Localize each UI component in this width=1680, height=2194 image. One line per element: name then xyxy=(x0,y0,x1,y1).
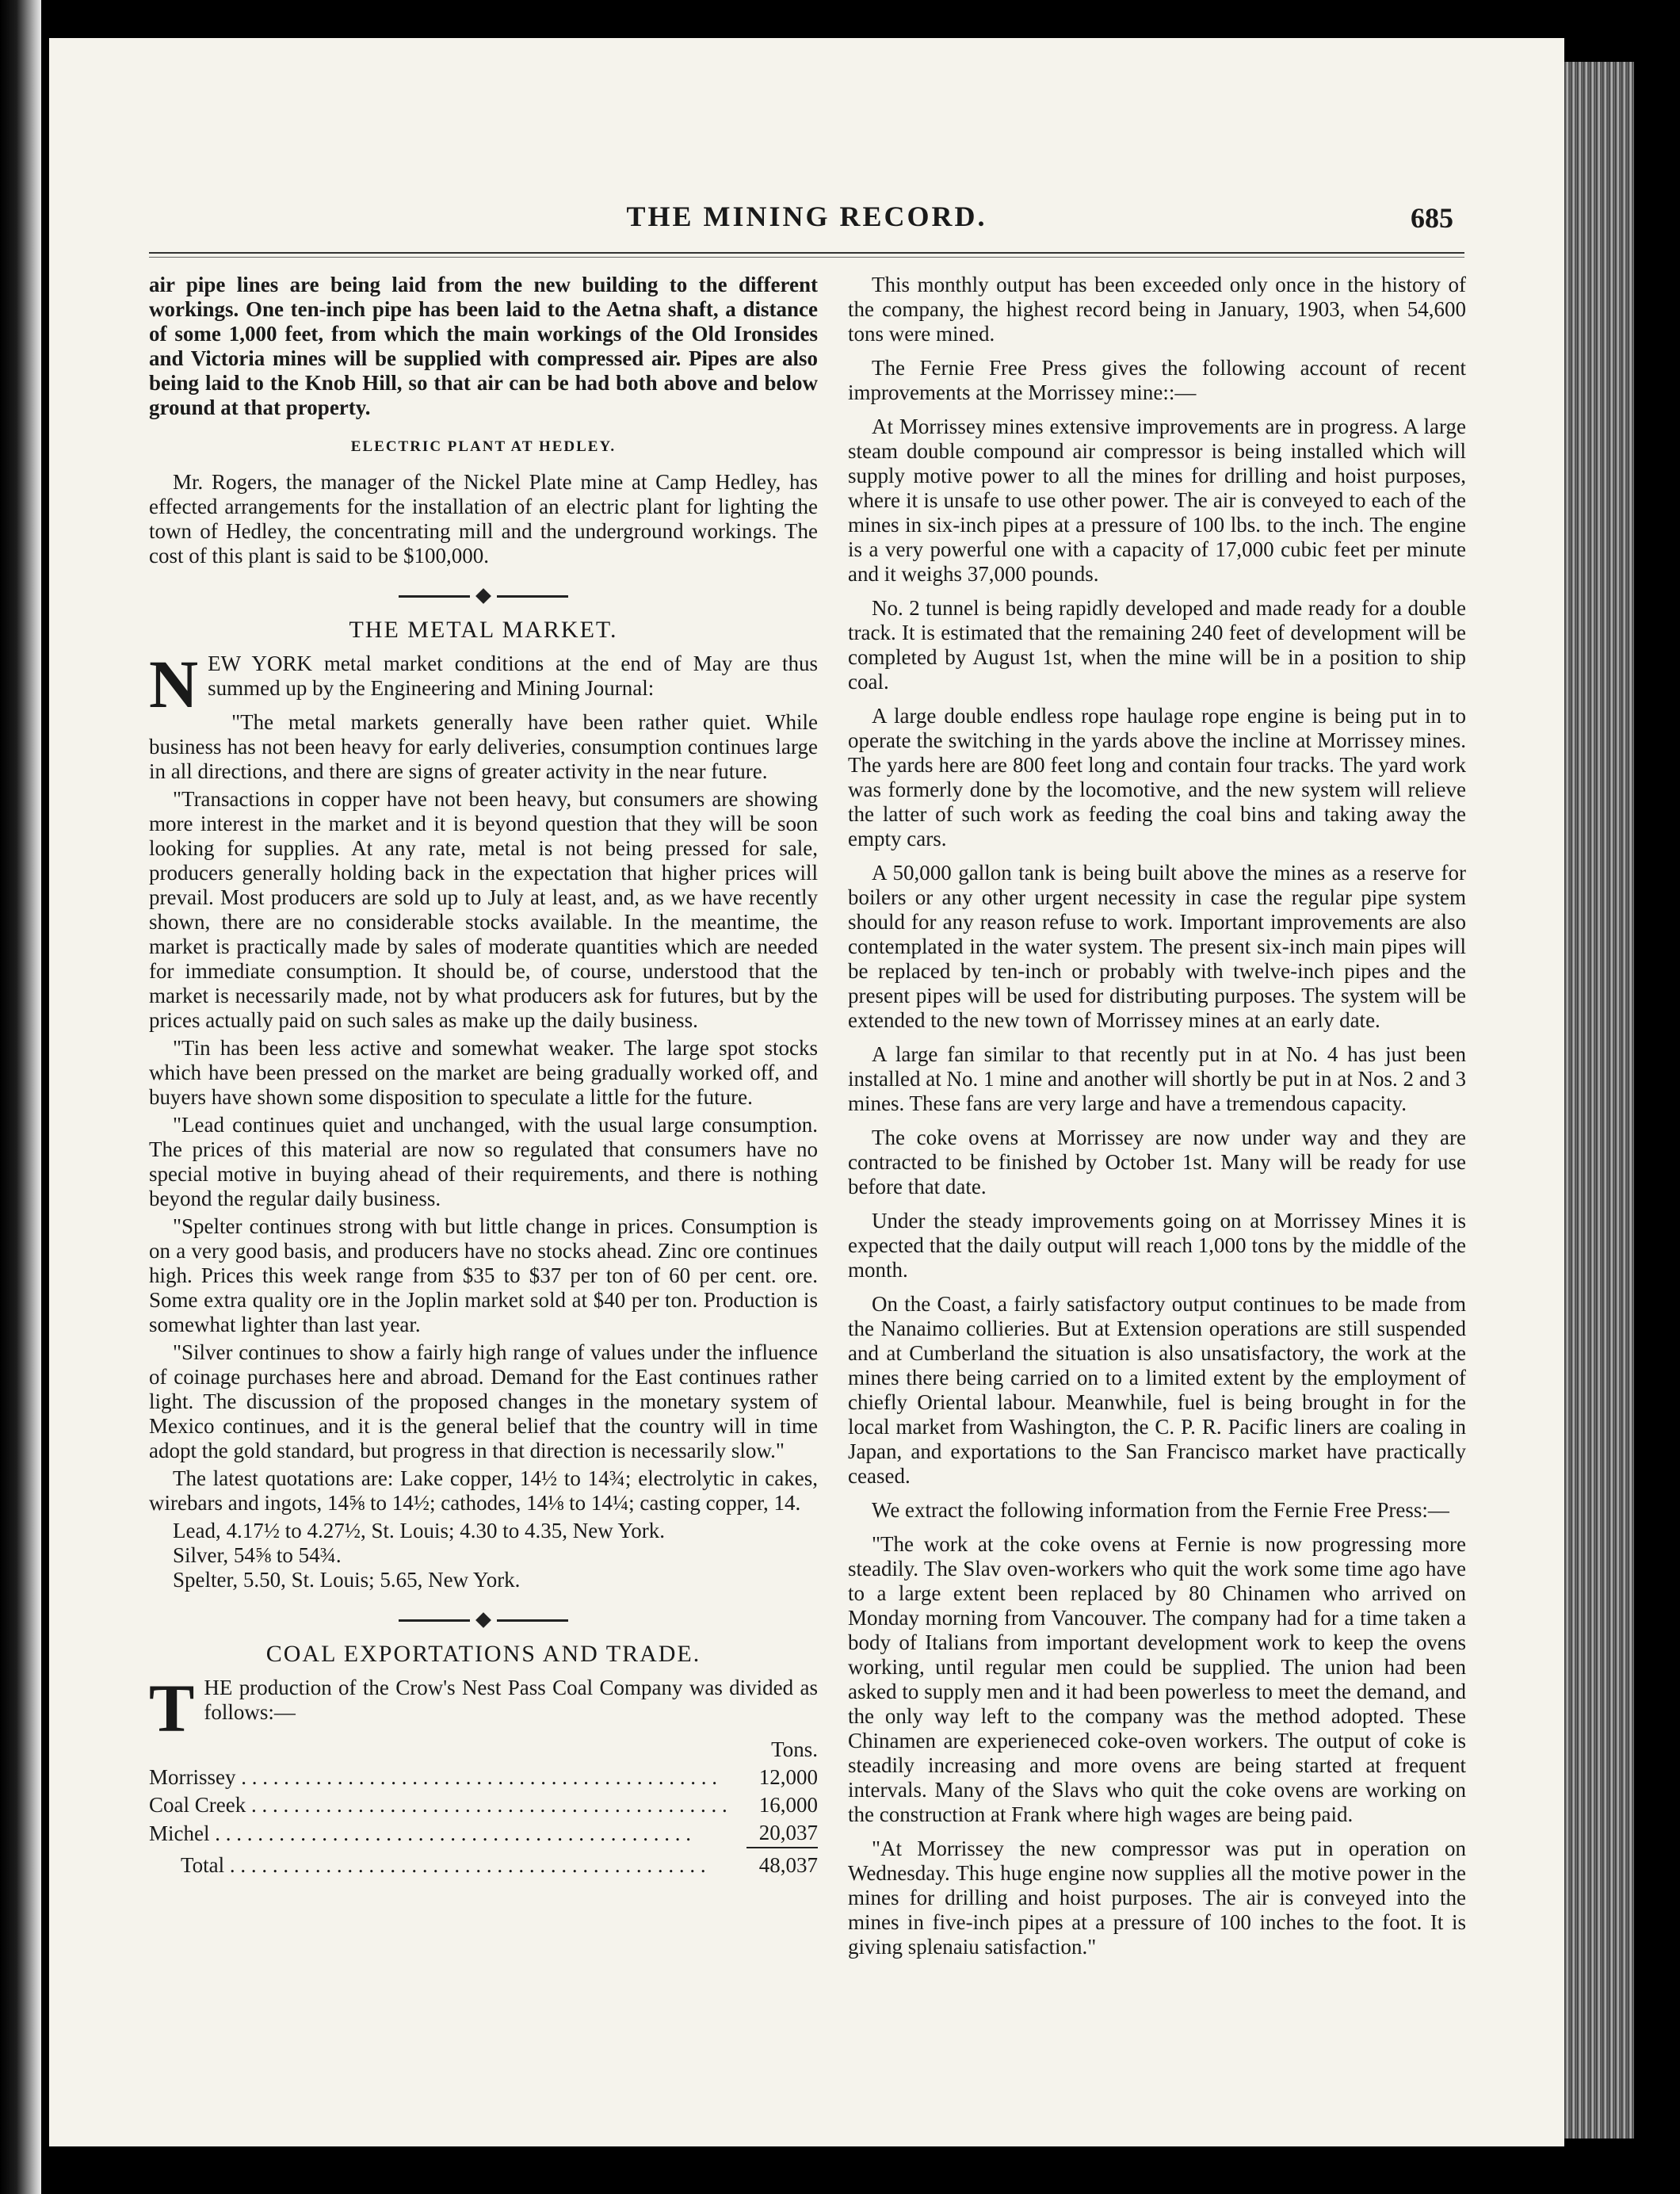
production-table xyxy=(149,1736,818,1879)
header-rule xyxy=(149,252,1464,254)
total-tons: 48,037 xyxy=(758,1853,818,1877)
metal-paragraph: "The metal markets generally have been rather quiet. While business has not been heavy for early deliveries, consumption continues large in all directions, and there are signs of greater activity in the near future. xyxy=(149,710,818,783)
dropcap-n: N xyxy=(149,646,199,722)
right-paragraph: No. 2 tunnel is being rapidly developed and made ready for a double track. It is estimated that the remaining 240 feet of development will be completed by August 1st, when the mine will be in a position to ship coal. xyxy=(848,596,1466,694)
mine-tons: 12,000 xyxy=(758,1765,818,1789)
metal-paragraph: "Lead continues quiet and unchanged, with the usual large consumption. The prices of this material are now so regulated that consumers have no special motive in buying ahead of their requirements, and there is nothing beyond the regular daily business. xyxy=(149,1113,818,1210)
table-header-row xyxy=(149,1736,818,1764)
right-paragraph: On the Coast, a fairly satisfactory output continues to be made from the Nanaimo collieries. But at Extension operations are still suspended and at Cumberland the situation is also unsatisfactory, the work at the mines there being carried on to a limited extent by the employment of chiefly Oriental labour. Meanwhile, fuel is being brought in for the local market from Washington, the C. P. R. Pacific liners are coaling in Japan, and exportations to the San Francisco market have practically ceased. xyxy=(848,1292,1466,1488)
metal-market-title: THE METAL MARKET. xyxy=(349,617,618,643)
right-paragraph: A large fan similar to that recently put in at No. 4 has just been installed at No. 1 mine and another will shortly be put in at Nos. 2 and 3 mines. These fans are very large and have a tremendous capacity. xyxy=(848,1042,1466,1115)
coal-exportations-title: COAL EXPORTATIONS AND TRADE. xyxy=(265,1641,701,1667)
page xyxy=(49,38,1564,2146)
table-total-row xyxy=(149,1852,818,1879)
table-row xyxy=(149,1819,818,1848)
right-paragraph: "At Morrissey the new compressor was put in operation on Wednesday. This huge engine now supplies all the motive power in the mines for drilling and hoist purposes. The air is conveyed into the mines in five-inch pipes at a pressure of 100 inches to the foot. It is giving splenaiu satisfaction." xyxy=(848,1837,1466,1959)
right-paragraph: A large double endless rope haulage rope engine is being put in to operate the switching in the yards above the incline at Morrissey mines. The yards here are 800 feet long and contain four tracks. The yard work was formerly done by the locomotive, and the new system will relieve the latter of such work as feeding the coal bins and taking away the empty cars. xyxy=(848,704,1466,850)
mine-name: Morrissey . . . xyxy=(149,1764,746,1791)
intro-paragraph: air pipe lines are being laid from the new building to the different workings. One ten-inch pipe has been laid to the Aetna shaft, a distance of some 1,000 feet, from which the main workings of the Old Ironsides and Victoria mines will be supplied with compressed air. Pipes are also being laid to the Knob Hill, so that air can be had both above and below ground at that property. xyxy=(149,273,818,419)
mine-name: Michel . . . xyxy=(149,1819,746,1848)
section-ornament xyxy=(149,1610,818,1630)
running-title: THE MINING RECORD. xyxy=(626,201,987,232)
tons-header: Tons. xyxy=(771,1737,818,1761)
electric-plant-heading: ELECTRIC PLANT AT HEDLEY. xyxy=(350,438,617,455)
right-paragraph: At Morrissey mines extensive improvements are in progress. A large steam double compound air compressor is being installed which will supply motive power to all the mines for drilling and hoist purposes, where it is unsafe to use other power. The air is conveyed to each of the mines in six-inch pipes at a pressure of 100 lbs. to the inch. The engine is a very powerful one with a capacity of 17,000 cubic feet per minute and it weighs 37,000 pounds. xyxy=(848,415,1466,586)
right-paragraph: Under the steady improvements going on at Morrissey Mines it is expected that the daily output will reach 1,000 tons by the middle of the month. xyxy=(848,1209,1466,1282)
metal-market-lead-text: EW YORK metal market conditions at the end of May are thus summed up by the Engineering and Mining Journal: xyxy=(208,652,818,700)
metal-paragraph: The latest quotations are: Lake copper, 14½ to 14¾; electrolytic in cakes, wirebars and ingots, 14⅝ to 14½; cathodes, 14⅛ to 14¼; casting copper, 14. xyxy=(149,1466,818,1515)
metal-market-lead xyxy=(149,646,818,722)
right-paragraph: The coke ovens at Morrissey are now under way and they are contracted to be finished by October 1st. Many will be ready for use before that date. xyxy=(848,1126,1466,1198)
metal-paragraph: "Tin has been less active and somewhat weaker. The large spot stocks which have been pressed on the market are being gradually worked off, and buyers have shown some disposition to speculate a little for the future. xyxy=(149,1036,818,1109)
metal-paragraph: "Transactions in copper have not been heavy, but consumers are showing more interest in the market and it is beyond question that they will be soon looking for supplies. At any rate, metal is not being pressed for sale, producers generally holding back in the expectation that higher prices will prevail. Most producers are sold up to July at least, and, as we have recently shown, there are no considerable stocks available. In the meantime, the market is practically made by sales of moderate quantities which are needed for immediate consumption. It should be, of course, understood that the market is necessarily made, not by what producers ask for futures, but by the prices actually paid on such sales as make up the daily business. xyxy=(149,787,818,1032)
quote-spelter: Spelter, 5.50, St. Louis; 5.65, New York. xyxy=(173,1568,521,1592)
book-gutter xyxy=(0,0,41,2194)
right-paragraph: The Fernie Free Press gives the following account of recent improvements at the Morrissey mine::— xyxy=(848,356,1466,404)
metal-paragraph: "Silver continues to show a fairly high range of values under the influence of coinage purchases here and abroad. Demand for the East continues rather light. The discussion of the proposed changes in the monetary system of Mexico continues, and it is the general belief that the country will in time adopt the gold standard, but progress in that direction is necessarily slow." xyxy=(149,1340,818,1462)
right-paragraph: This monthly output has been exceeded only once in the history of the company, the highest record being in January, 1903, when 54,600 tons were mined. xyxy=(848,273,1466,346)
price-quotations xyxy=(149,1519,818,1592)
header-rule-thin xyxy=(149,257,1464,258)
section-ornament xyxy=(149,586,818,606)
mine-tons: 20,037 xyxy=(758,1821,818,1844)
quote-lead: Lead, 4.17½ to 4.27½, St. Louis; 4.30 to 4.35, New York. xyxy=(173,1519,665,1542)
right-column xyxy=(848,273,1466,1969)
right-paragraph: "The work at the coke ovens at Fernie is now progressing more steadily. The Slav oven-workers who quit the work some time ago have to a large extent been replaced by 80 Chinamen who arrived on Monday morning from Vancouver. The company had for a time taken a body of Italians from important development work to keep the ovens working, until regular men could be supplied. The union had been asked to supply men and it had been powerless to meet the demand, and the only way left to the company was the method adopted. These Chinamen are experieneced coke-oven workers. The output of coke is steadily increasing and more ovens are being started at frequent intervals. Many of the Slavs who quit the coke ovens are working on the construction at Frank where high wages are being paid. xyxy=(848,1532,1466,1826)
right-paragraph: We extract the following information from the Fernie Free Press:— xyxy=(872,1498,1449,1522)
table-row xyxy=(149,1791,818,1819)
table-row xyxy=(149,1764,818,1791)
quote-silver: Silver, 54⅝ to 54¾. xyxy=(173,1543,342,1567)
page-number: 685 xyxy=(1411,202,1453,234)
coal-lead xyxy=(149,1670,818,1746)
total-label: Total . . . xyxy=(149,1852,746,1879)
metal-paragraph: "Spelter continues strong with but little change in prices. Consumption is on a very good basis, and producers have no stocks ahead. Zinc ore continues high. Prices this week range from $35 to $37 per ton of 60 per cent. ore. Some extra quality ore in the Joplin market sold at $40 per ton. Production is somewhat lighter than last year. xyxy=(149,1214,818,1336)
dropcap-t: T xyxy=(149,1670,195,1746)
mine-tons: 16,000 xyxy=(758,1793,818,1817)
coal-lead-text: HE production of the Crow's Nest Pass Coal Company was divided as follows:— xyxy=(204,1676,818,1724)
right-paragraph: A 50,000 gallon tank is being built above the mines as a reserve for boilers or any other urgent necessity in case the regular pipe system should for any reason refuse to work. Important improvements are also contemplated in the water system. The present six-inch main pipes will be replaced by ten-inch or probably with twelve-inch pipes and the present pipes will be used for distributing purposes. The system will be extended to the new town of Morrissey mines at an early date. xyxy=(848,861,1466,1032)
electric-plant-paragraph: Mr. Rogers, the manager of the Nickel Plate mine at Camp Hedley, has effected arrangements for the installation of an electric plant for lighting the town of Hedley, the concentrating mill and the underground workings. The cost of this plant is said to be $100,000. xyxy=(149,470,818,568)
mine-name: Coal Creek . . . xyxy=(149,1791,746,1819)
left-column xyxy=(149,273,818,1879)
page-stack-edge xyxy=(1564,62,1634,2139)
